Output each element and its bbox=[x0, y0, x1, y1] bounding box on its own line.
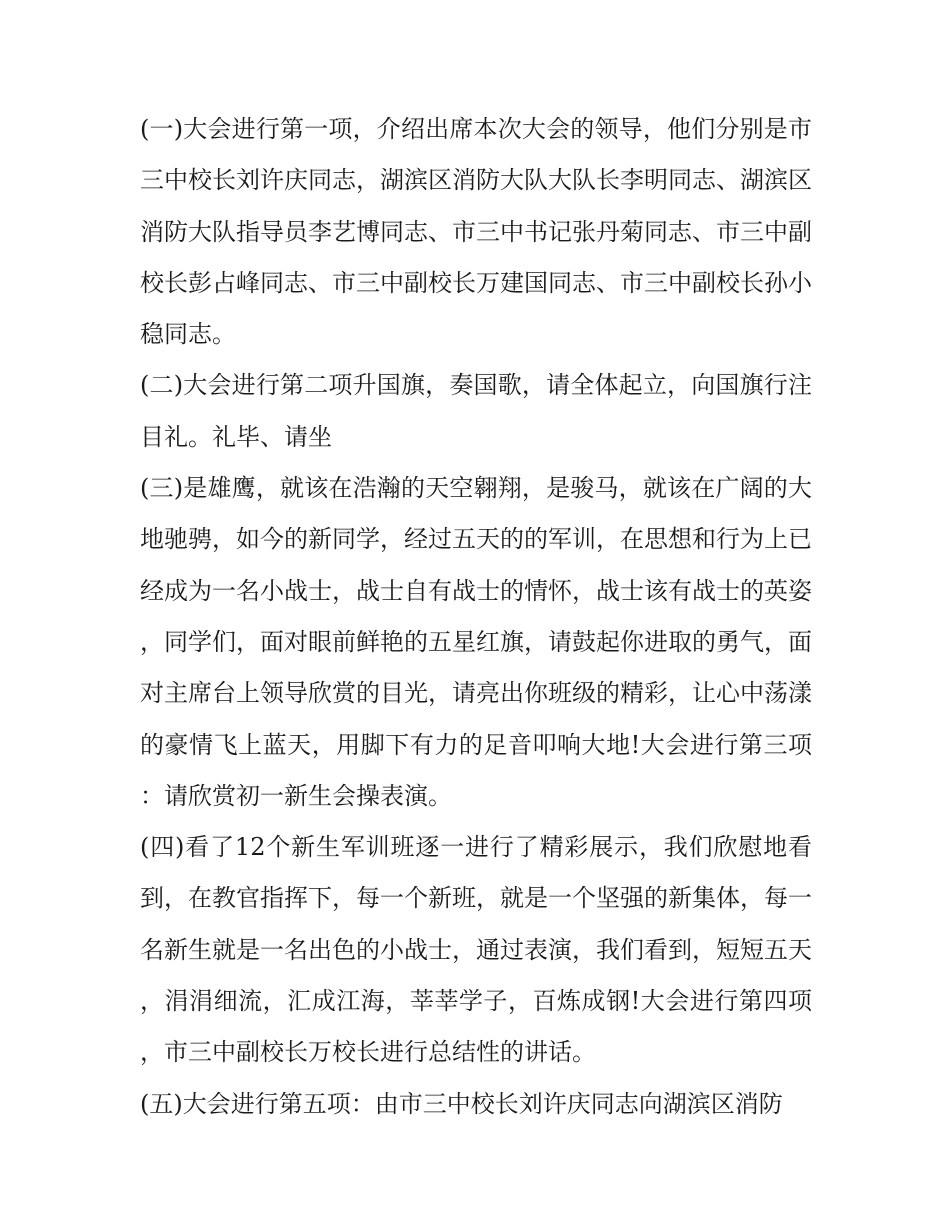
paragraph-1: (一)大会进行第一项，介绍出席本次大会的领导，他们分别是市三中校长刘许庆同志，湖滨区消防大队大队长李明同志、湖滨区消防大队指导员李艺博同志、市三中书记张丹菊同志、市三中副校长彭占峰同志、市三中副校长万建国同志、市三中副校长孙小稳同志。 bbox=[140, 115, 812, 349]
document-body bbox=[140, 104, 812, 1130]
paragraph-3: (三)是雄鹰，就该在浩瀚的天空翱翔，是骏马，就该在广阔的大地驰骋，如今的新同学，经过五天的的军训，在思想和行为上已经成为一名小战士，战士自有战士的情怀，战士该有战士的英姿，同学们，面对眼前鲜艳的五星红旗，请鼓起你进取的勇气，面对主席台上领导欣赏的目光，请亮出你班级的精彩，让心中荡漾的豪情飞上蓝天，用脚下有力的足音叩响大地!大会进行第三项：请欣赏初一新生会操表演。 bbox=[140, 474, 812, 810]
paragraph-4: (四)看了12个新生军训班逐一进行了精彩展示，我们欣慰地看到，在教官指挥下，每一个新班，就是一个坚强的新集体，每一名新生就是一名出色的小战士，通过表演，我们看到，短短五天，涓涓细流，汇成江海，莘莘学子，百炼成钢!大会进行第四项，市三中副校长万校长进行总结性的讲话。 bbox=[140, 833, 812, 1067]
paragraph-5: (五)大会进行第五项：由市三中校长刘许庆同志向湖滨区消防 bbox=[140, 1089, 783, 1118]
paragraph-2: (二)大会进行第二项升国旗，奏国歌，请全体起立，向国旗行注目礼。礼毕、请坐 bbox=[140, 371, 812, 451]
